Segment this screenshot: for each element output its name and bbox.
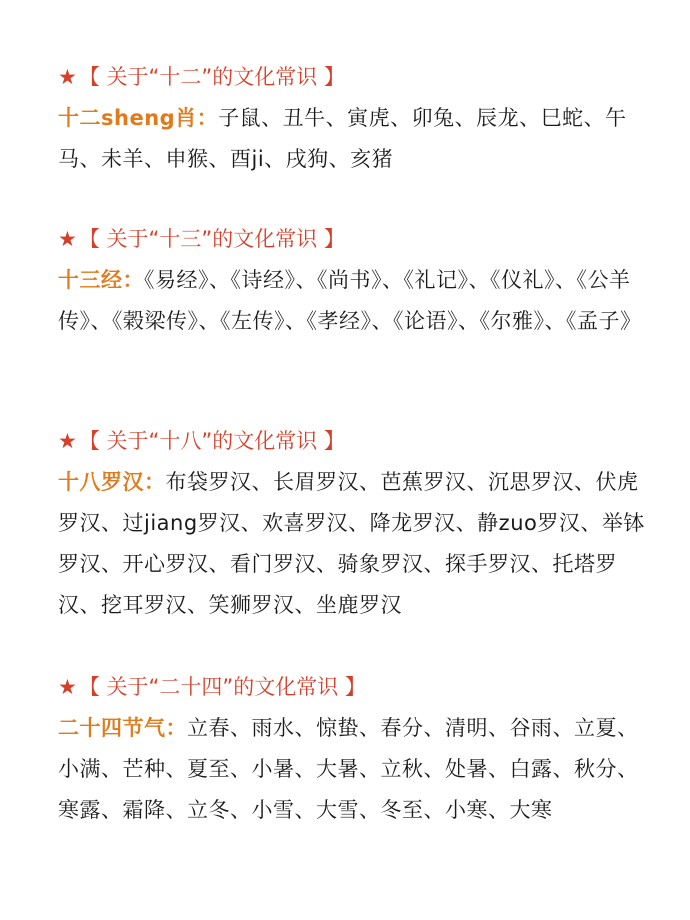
section-text: 布袋罗汉、长眉罗汉、芭蕉罗汉、沉思罗汉、伏虎罗汉、过jiang罗汉、欢喜罗汉、降龙罗汉、静zuo罗汉、举钵罗汉、开心罗汉、看门罗汉、骑象罗汉、探手罗汉、托塔罗汉、挖耳罗汉、笑狮罗汉、坐鹿罗汉 [58,470,645,617]
section-title: 【 关于“十八”的文化常识 】 [78,429,345,453]
section-heading [58,58,658,96]
star-icon: ★ [58,429,77,453]
section-heading [58,422,658,460]
section-heading [58,668,658,706]
section-thirteen [58,220,658,342]
section-text: 立春、雨水、惊蛰、春分、清明、谷雨、立夏、小满、芒种、夏至、小暑、大暑、立秋、处暑、白露、秋分、寒露、霜降、立冬、小雪、大雪、冬至、小寒、大寒 [58,716,639,822]
section-title: 【 关于“十二”的文化常识 】 [78,65,345,89]
section-eighteen [58,422,658,626]
section-term: 十二sheng肖： [58,106,219,130]
section-term: 十八罗汉： [58,470,166,494]
star-icon: ★ [58,675,77,699]
section-body [58,260,658,342]
star-icon: ★ [58,65,77,89]
section-text: 《易经》、《诗经》、《尚书》、《礼记》、《仪礼》、《公羊传》、《榖梁传》、《左传》、《孝经》、《论语》、《尔雅》、《孟子》 [58,268,642,333]
star-icon: ★ [58,227,77,251]
section-title: 【 关于“二十四”的文化常识 】 [78,675,366,699]
section-twelve [58,58,658,180]
section-body [58,462,658,626]
section-body [58,98,658,180]
section-term: 十三经： [58,268,144,292]
section-body [58,708,658,831]
section-heading [58,220,658,258]
section-title: 【 关于“十三”的文化常识 】 [78,227,345,251]
section-twenty-four [58,668,658,831]
section-term: 二十四节气： [58,716,187,740]
section-text: 子鼠、丑牛、寅虎、卯兔、辰龙、巳蛇、午马、未羊、申猴、酉ji、戌狗、亥猪 [58,106,627,171]
